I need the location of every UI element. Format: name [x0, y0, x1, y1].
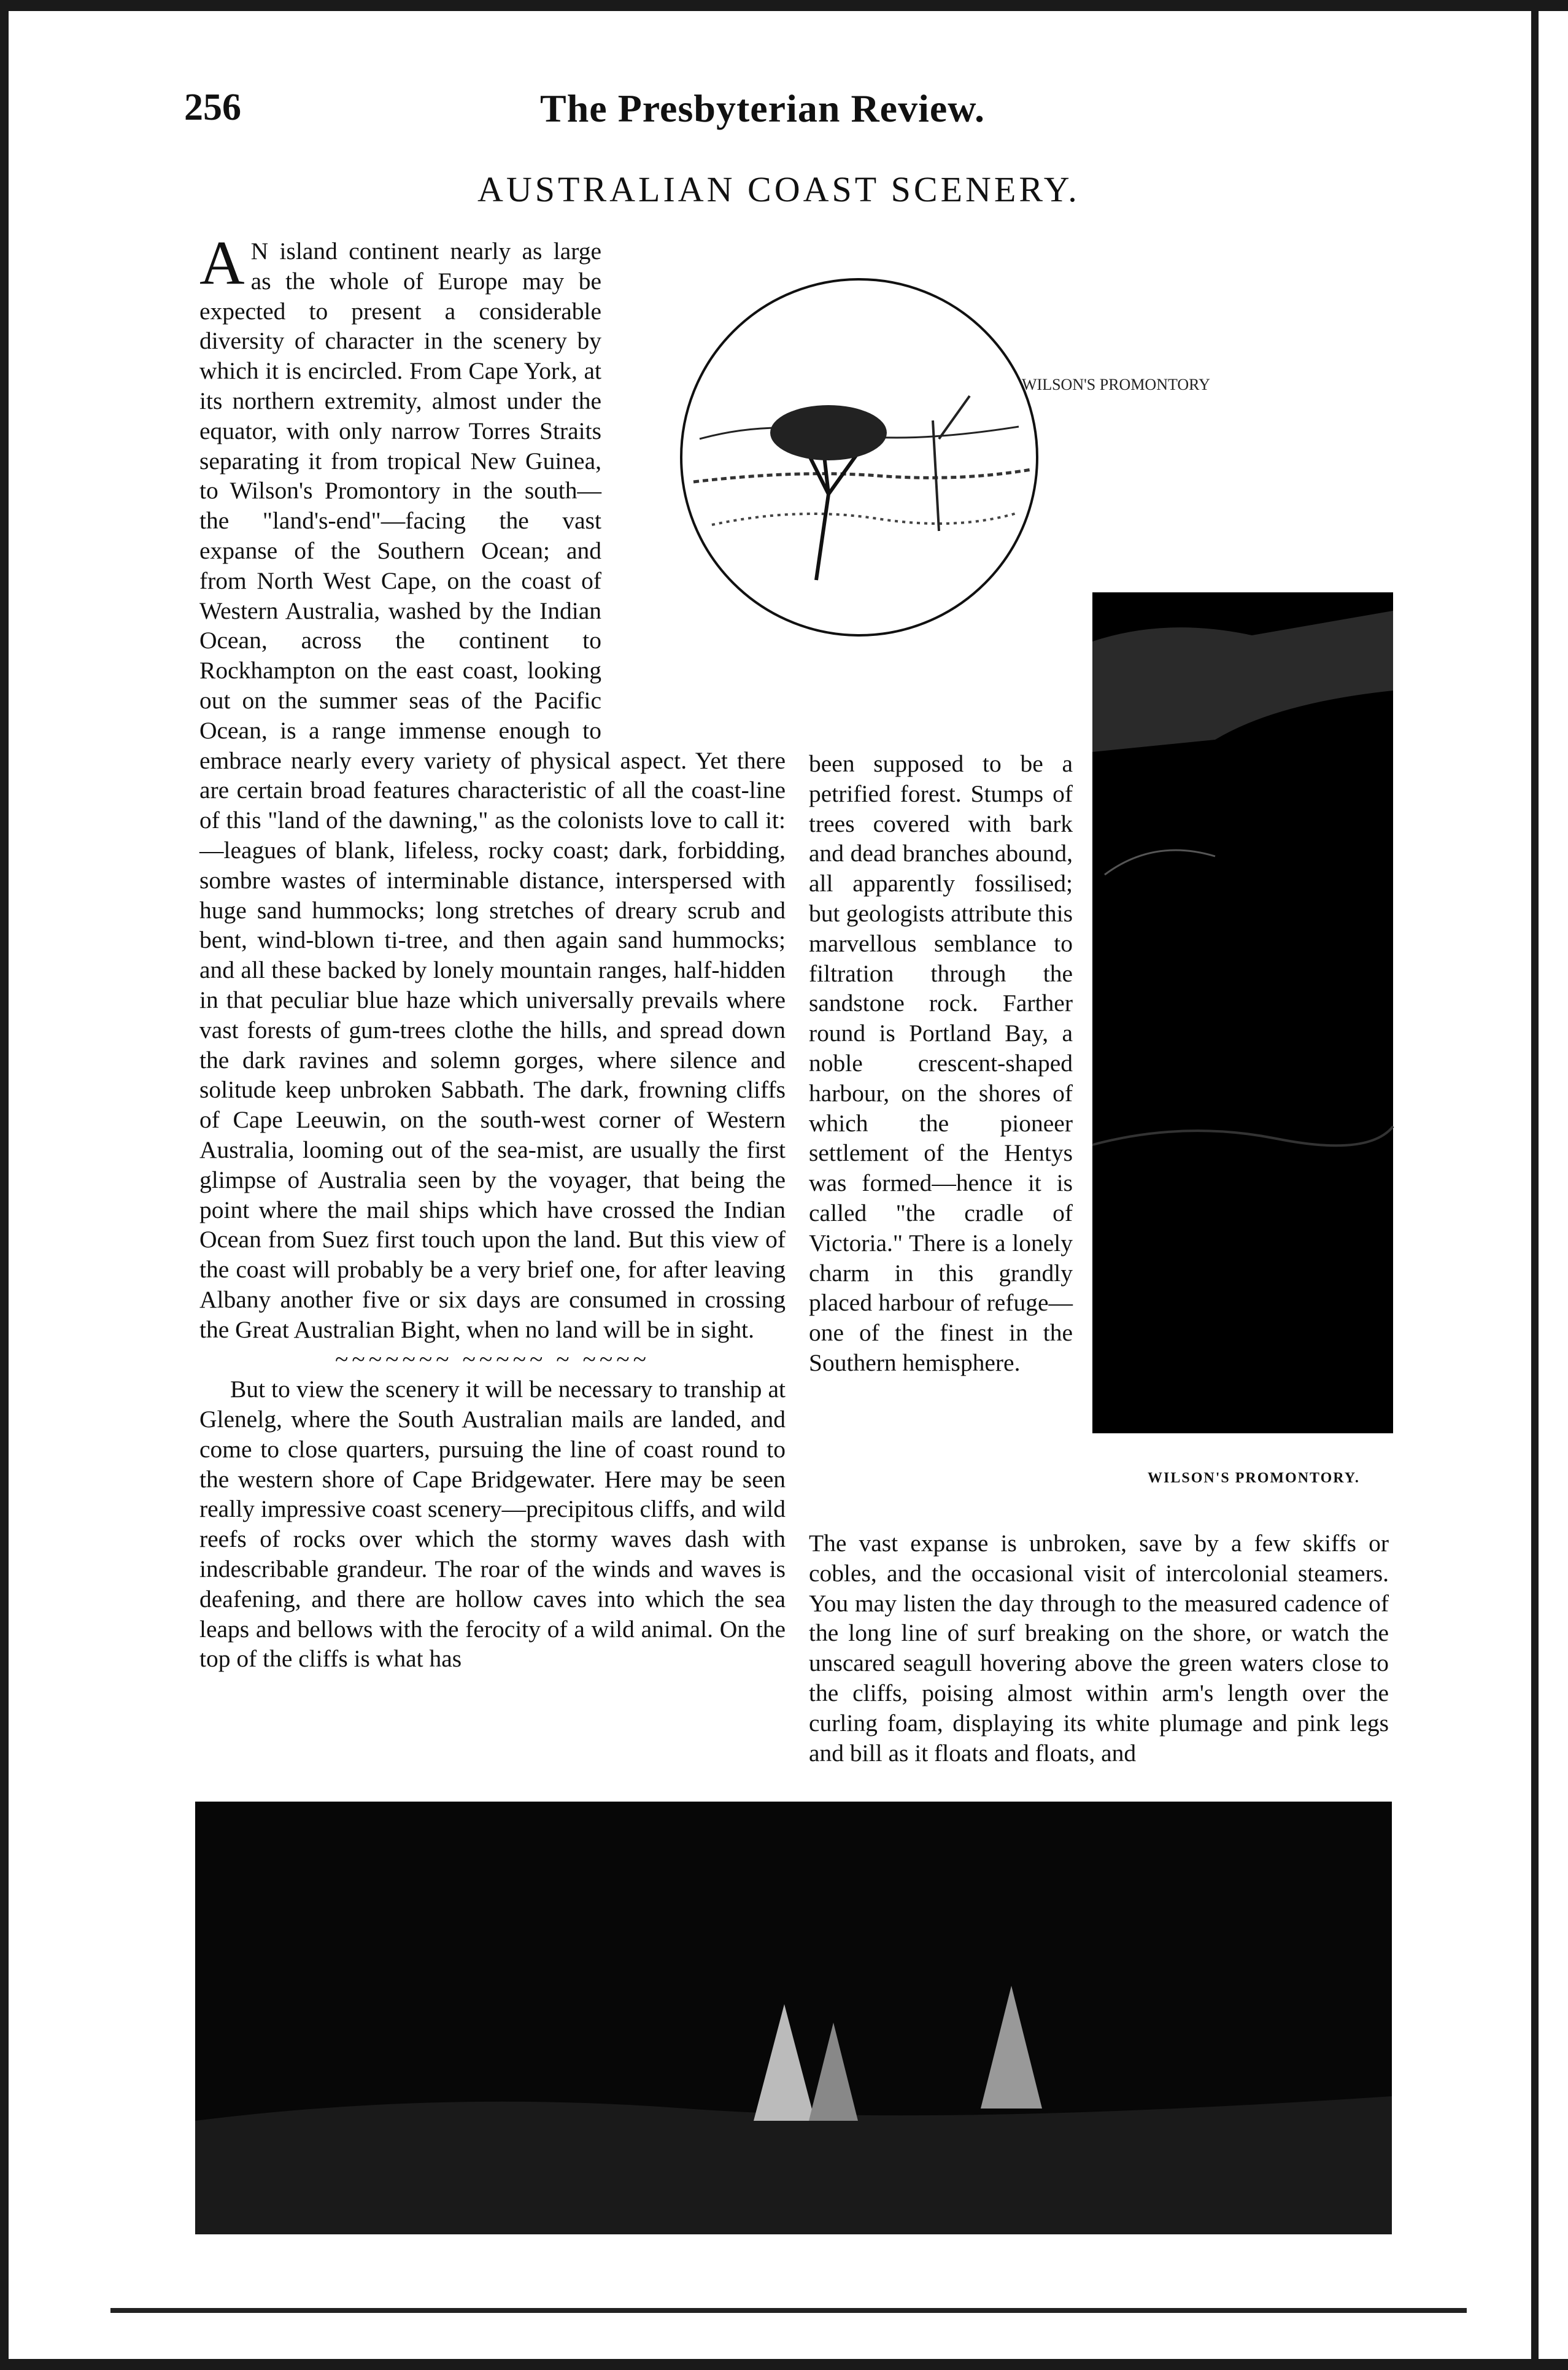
bottom-engraving-figure [195, 1802, 1392, 2234]
figure-caption: WILSON'S PROMONTORY. [1148, 1470, 1360, 1486]
paragraph-1-text: N island continent nearly as large as the whole of Europe may be expected to present a considerable diversity of character in the scenery by which it is encircled. From Cape York, at its northern extremity, almost under the equator, with only narrow Torres Straits separating it from tropical New Guinea, to Wilson's Promontory in the south—the "land's-end"—facing the vast expanse of the Southern Ocean; and from North West Cape, on the coast of Western Australia, washed by the Indian Ocean, across the continent to Rockhampton on the east coast, looking out on the summer seas of the Pacific Ocean, is a range immense enough to embrace nearly every variety of physical aspect. Yet there are certain broad features characteristic of all the coast-line of this "land of the dawning," as the colonists love to call it:—leagues of blank, lifeless, rocky coast; dark, forbidding, sombre wastes of interminable distance, interspersed with huge sand hummocks; long stretches of dreary scrub and bent, wind-blown ti-tree, and then again sand hummocks; and all these backed by lonely mountain ranges, half-hidden in that peculiar blue haze which universally prevails where vast forests of gum-trees clothe the hills, and spread down the dark ravines and solemn gorges, where silence and solitude keep unbroken Sabbath. The dark, frowning cliffs of Cape Leeuwin, on the south-west corner of Western Australia, looming out of the sea-mist, are usually the first glimpse of Australia seen by the voyager, that being the point where the mail ships which have crossed the Indian Ocean from Suez first touch upon the land. But this view of the coast will probably be a very brief one, for after leaving Albany another five or six days are consumed in crossing the Great Australian Bight, when no land will be in sight. [199, 238, 786, 1343]
journal-title: The Presbyterian Review. [540, 87, 985, 130]
cliff-illustration [1092, 592, 1393, 1433]
wilsons-promontory-engraving [1092, 592, 1393, 1433]
section-ornament: ~~~~~~~ ~~~~~ ~ ~~~~ [335, 1346, 650, 1373]
circular-engraving-figure [675, 236, 1210, 666]
drop-cap: A [199, 228, 245, 298]
scan-border-bottom [0, 2359, 1568, 2370]
scan-border-left [0, 0, 9, 2370]
article-bottom-right-paragraph: The vast expanse is unbroken, save by a few skiffs or cobles, and the occasional visit of intercolonial steamers. You may listen the day through to the measured cadence of the long line of surf breaking on the shore, or watch the unscared seagull hovering above the green waters close to the cliffs, poising almost within arm's length over the curling foam, displaying its white plumage and pink legs and bill as it floats and floats, and [809, 1530, 1389, 1767]
scan-border-top [0, 0, 1568, 11]
coast-engraving [195, 1802, 1392, 2234]
article-right-column: been supposed to be a petrified forest. Stumps of trees covered with bark and dead branches abound, all apparently fossilised; but geologists attribute this marvellous semblance to filtration through the sandstone rock. Farther round is Portland Bay, a noble crescent-shaped harbour, on the shores of which the pioneer settlement of the Hentys was formed—hence it is called "the cradle of Victoria." There is a lonely charm in this grandly placed harbour of refuge—one of the finest in the Southern hemisphere. [809, 750, 1073, 1376]
circle-engraving-label: WILSON'S PROMONTORY [1022, 376, 1210, 393]
scan-border-right [1531, 0, 1539, 2370]
article-paragraph-2: But to view the scenery it will be necessary to tranship at Glenelg, where the South Australian mails are landed, and come to close quarters, pursuing the line of coast round to the western shore of Cape Bridgewater. Here may be seen really impressive coast scenery—precipitous cliffs, and wild reefs of rocks over which the stormy waves dash with indescribable grandeur. The roar of the winds and waves is deafening, and there are hollow caves into which the sea leaps and bellows with the ferocity of a wild animal. On the top of the cliffs is what has [199, 1376, 786, 1673]
page-number: 256 [184, 87, 241, 128]
article-title: AUSTRALIAN COAST SCENERY. [477, 169, 1080, 209]
bottom-rule [110, 2308, 1467, 2313]
